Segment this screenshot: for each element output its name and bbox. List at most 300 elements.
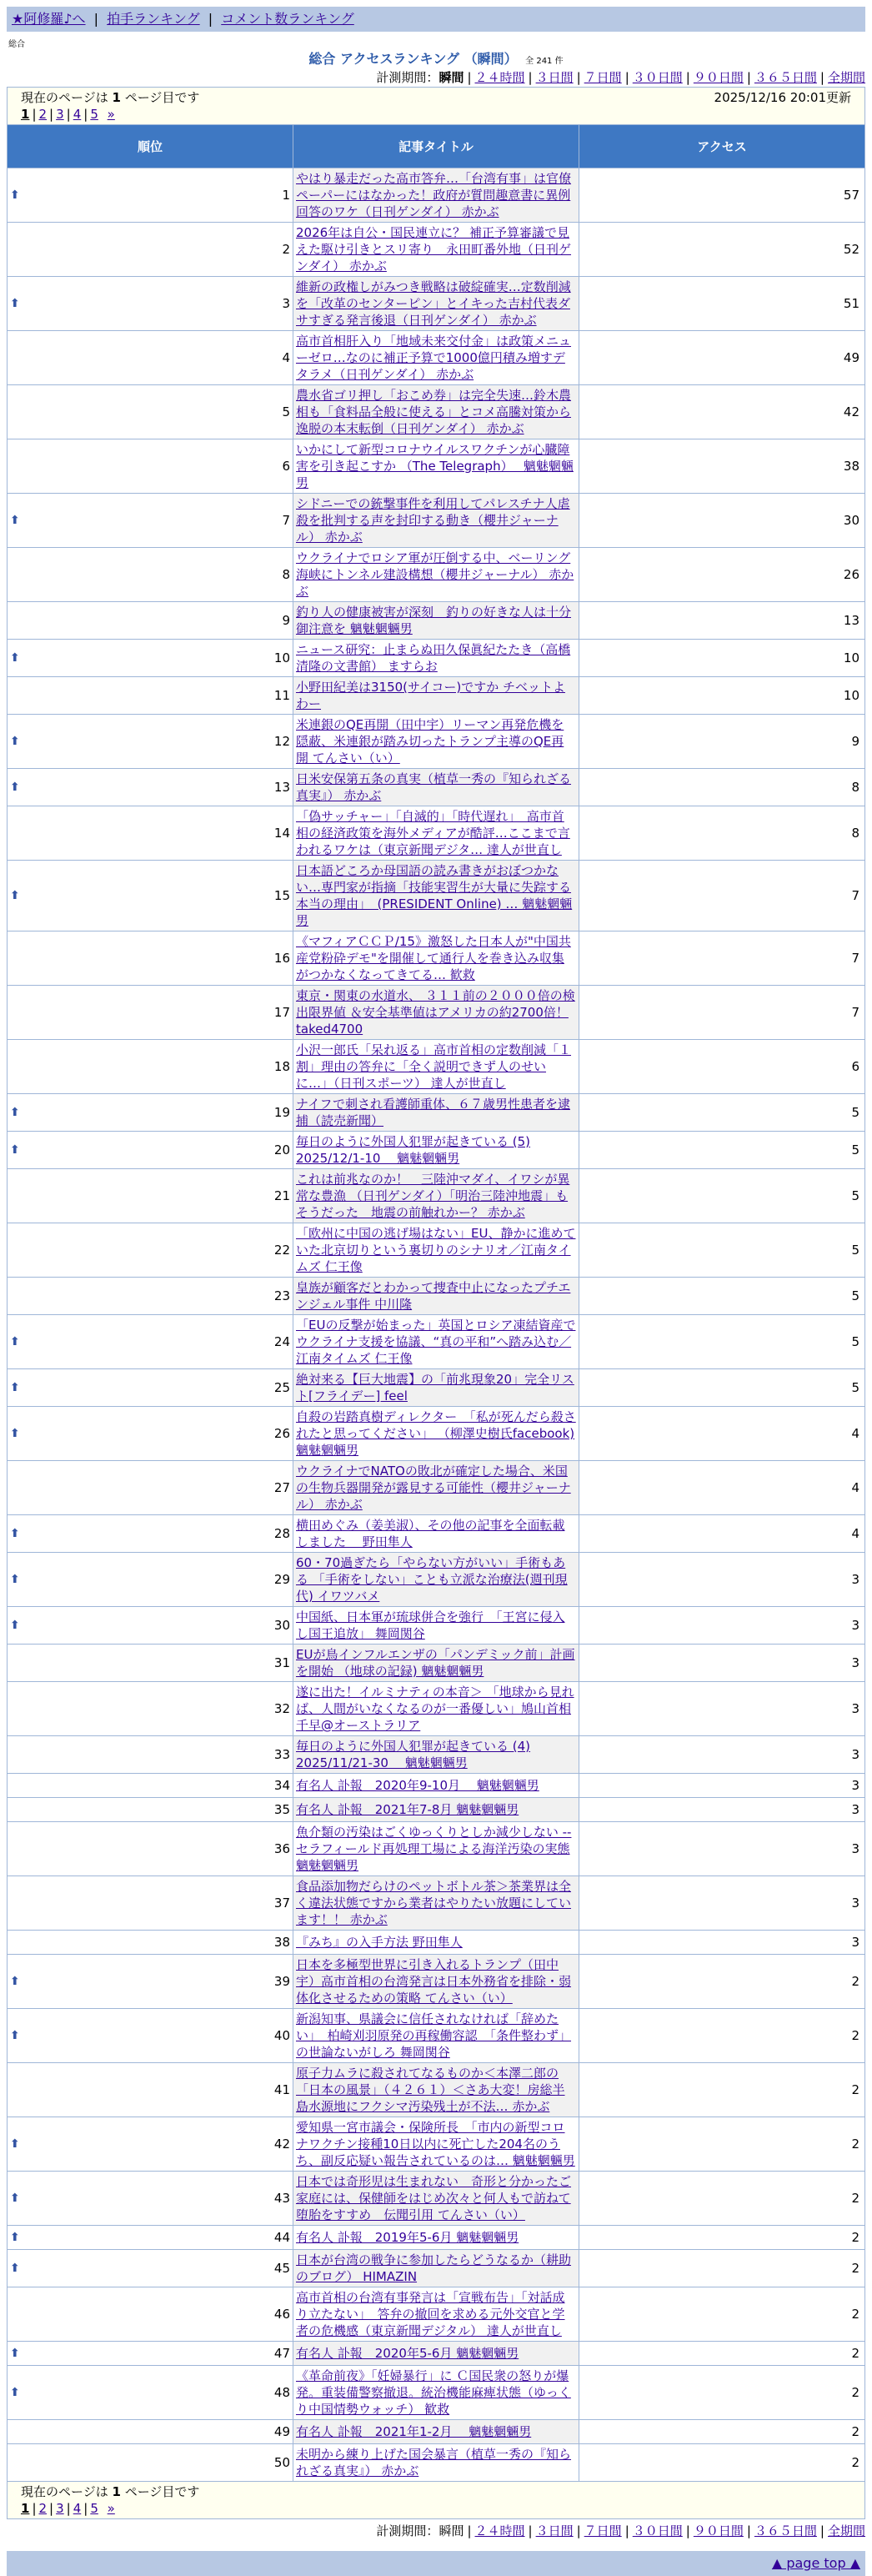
top-period-option-3[interactable]: ３０日間 bbox=[632, 70, 683, 85]
article-link[interactable]: これは前兆なのか！ 三陸沖マダイ、イワシが異常な豊漁 （日刊ゲンダイ）「明治三陸沖地震」もそうだった 地震の前触れかー？ 赤かぶ bbox=[296, 1172, 570, 1220]
table-row bbox=[8, 494, 865, 548]
page-info-prefix: 現在のページは bbox=[21, 2484, 113, 2499]
separator: | bbox=[467, 70, 472, 85]
title-cell bbox=[293, 1461, 579, 1515]
separator: | bbox=[624, 70, 629, 85]
rank-cell bbox=[8, 1515, 293, 1553]
title-cell bbox=[293, 1553, 579, 1607]
rank-cell bbox=[8, 1040, 293, 1094]
article-link[interactable]: 農水省ゴリ押し「おこめ券」は完全失速…鈴木農相も「食料品全般に使える」とコメ高騰対策から逸脱の本末転倒（日刊ゲンダイ） 赤かぶ bbox=[296, 388, 572, 436]
article-link[interactable]: 毎日のように外国人犯罪が起きている (4) 2025/11/21-30 魑魅魍魎男 bbox=[296, 1739, 531, 1770]
article-link[interactable]: 2026年は自公・国民連立に？ 補正予算審議で見えた駆け引きとスリ寄り 永田町番外地（日刊ゲンダイ） 赤かぶ bbox=[296, 225, 572, 274]
up-arrow-icon: ⬆ bbox=[10, 2192, 20, 2205]
rank-cell bbox=[8, 1169, 293, 1223]
rank-number: 35 bbox=[273, 1802, 290, 1817]
top-period-option-4[interactable]: ９０日間 bbox=[693, 70, 744, 85]
article-link[interactable]: 絶対来る【巨大地震】の「前兆現象20」完全リスト[フライデー] feel bbox=[296, 1372, 574, 1403]
up-arrow-icon: ⬆ bbox=[10, 1975, 20, 1988]
table-row bbox=[8, 1315, 865, 1369]
separator: | bbox=[819, 2523, 824, 2538]
rank-number: 19 bbox=[273, 1105, 290, 1120]
article-link[interactable]: ウクライナでロシア軍が圧倒する中、ベーリング海峡にトンネル建設構想（櫻井ジャーナル） 赤かぶ bbox=[296, 550, 574, 599]
bottom-period-option-2[interactable]: ７日間 bbox=[584, 2523, 622, 2538]
table-row bbox=[8, 2342, 865, 2366]
separator: | bbox=[576, 2523, 581, 2538]
table-row bbox=[8, 1645, 865, 1682]
title-cell bbox=[293, 168, 579, 223]
table-row bbox=[8, 223, 865, 277]
article-link[interactable]: 未明から練り上げた国会暴言（植草一秀の『知られざる真実』） 赤かぶ bbox=[296, 2447, 572, 2478]
rank-number: 3 bbox=[282, 296, 290, 311]
article-link[interactable]: 日本では奇形児は生まれない 奇形と分かったご家庭には、保健師をはじめ次々と何人もで訪ねて堕胎をすすめ 伝聞引用 てんさい（い） bbox=[296, 2174, 572, 2222]
rank-number: 39 bbox=[273, 1974, 290, 1989]
top-period-option-2[interactable]: ７日間 bbox=[584, 70, 622, 85]
article-link[interactable]: ナイフで刺され看護師重体、６７歳男性患者を逮捕（読売新聞） bbox=[296, 1097, 570, 1128]
article-link[interactable]: 自殺の岩踏真樹ディレクター 「私が死んだら殺されたと思ってください」 （柳澤史樹氏facebook) 魑魅魍魎男 bbox=[296, 1409, 576, 1458]
article-link[interactable]: 有名人 訃報 2020年5-6月 魑魅魍魎男 bbox=[296, 2346, 519, 2361]
article-link[interactable]: 横田めぐみ（姜美淑）、その他の記事を全面転載しました 野田隼人 bbox=[296, 1518, 565, 1549]
title-cell bbox=[293, 2342, 579, 2366]
title-cell bbox=[293, 1876, 579, 1931]
rank-number: 24 bbox=[273, 1334, 290, 1349]
next-page-link[interactable]: » bbox=[107, 2501, 115, 2516]
article-link[interactable]: 米連銀のQE再開（田中宇）リーマン再発危機を隠蔽、米連銀が踏み切ったトランプ主導のQE再開 てんさい（い） bbox=[296, 717, 564, 766]
article-link[interactable]: 小沢一郎氏「呆れ返る」高市首相の定数削減「１割」理由の答弁に「全く説明できず人のせいに…」（日刊スポーツ） 達人が世直し bbox=[296, 1042, 572, 1091]
bottom-page-links bbox=[21, 2500, 851, 2517]
access-count: 2 bbox=[579, 2250, 865, 2287]
up-arrow-icon: ⬆ bbox=[10, 1143, 20, 1157]
access-count: 3 bbox=[579, 1931, 865, 1955]
top-page-info bbox=[21, 89, 199, 106]
access-count: 4 bbox=[579, 1461, 865, 1515]
rank-cell bbox=[8, 223, 293, 277]
title-cell bbox=[293, 931, 579, 986]
rank-number: 28 bbox=[273, 1526, 290, 1541]
bottom-period-option-4[interactable]: ９０日間 bbox=[693, 2523, 744, 2538]
up-arrow-icon: ⬆ bbox=[10, 297, 20, 310]
title-cell bbox=[293, 1407, 579, 1461]
rank-cell bbox=[8, 1278, 293, 1315]
up-arrow-icon: ⬆ bbox=[10, 2137, 20, 2151]
separator: | bbox=[528, 2523, 533, 2538]
bottom-period-option-6[interactable]: 全期間 bbox=[827, 2523, 865, 2538]
article-link[interactable]: 小野田紀美は3150(サイコー)ですか チベットよわー bbox=[296, 680, 565, 711]
separator: | bbox=[624, 2523, 629, 2538]
article-link[interactable]: 《マフィアＣＣＰ/15》激怒した日本人が"中国共産党粉砕デモ"を開催して通行人を巻き込み収集がつかなくなってきてる… 歓救 bbox=[296, 934, 571, 982]
table-row bbox=[8, 1169, 865, 1223]
rank-cell bbox=[8, 2287, 293, 2342]
article-link[interactable]: 新潟知事、県議会に信任されなければ「辞めたい」 柏崎刈羽原発の再稼働容認 「条件整わず」の世論ないがしろ 舞岡関谷 bbox=[296, 2011, 572, 2060]
table-row bbox=[8, 2420, 865, 2444]
article-link[interactable]: 有名人 訃報 2019年5-6月 魑魅魍魎男 bbox=[296, 2230, 519, 2245]
rank-number: 37 bbox=[273, 1896, 290, 1911]
access-count: 9 bbox=[579, 715, 865, 769]
rank-cell bbox=[8, 385, 293, 439]
article-link[interactable]: 釣り人の健康被害が深刻 釣りの好きな人は十分御注意を 魑魅魍魎男 bbox=[296, 605, 572, 636]
article-link[interactable]: 遂に出た！イルミナティの本音＞ 「地球から見れば、人間がいなくなるのが一番優しい」鳩山首相 千早@オーストラリア bbox=[296, 1685, 574, 1733]
separator: | bbox=[32, 107, 37, 122]
article-link[interactable]: 「EUの反撃が始まった」英国とロシア凍結資産でウクライナ支援を協議、“真の平和”へ踏み込む／江南タイムズ 仁王像 bbox=[296, 1318, 576, 1366]
title-cell bbox=[293, 1223, 579, 1278]
rank-number: 50 bbox=[273, 2455, 290, 2470]
top-period-option-0[interactable]: ２４時間 bbox=[474, 70, 525, 85]
access-count: 2 bbox=[579, 2444, 865, 2482]
page-top-link[interactable]: ▲ page top ▲ bbox=[771, 2555, 860, 2571]
article-link[interactable]: 高市首相の台湾有事発言は「宣戦布告」「対話成り立たない」 答弁の撤回を求める元外交官と学者の危機感（東京新聞デジタル） 達人が世直し bbox=[296, 2290, 565, 2338]
title-cell bbox=[293, 223, 579, 277]
rank-cell bbox=[8, 2009, 293, 2063]
table-row bbox=[8, 1955, 865, 2009]
title-cell bbox=[293, 861, 579, 931]
table-row bbox=[8, 1407, 865, 1461]
link-asyura-home[interactable]: ★阿修羅♪へ bbox=[12, 11, 86, 27]
article-link[interactable]: いかにして新型コロナウイルスワクチンが心臓障害を引き起こすか （The Telegraph） 魑魅魍魎男 bbox=[296, 442, 574, 490]
rank-cell bbox=[8, 1955, 293, 2009]
top-period-option-1[interactable]: ３日間 bbox=[535, 70, 574, 85]
title-cell bbox=[293, 602, 579, 640]
article-link[interactable]: 《革命前夜》「妊婦暴行」に Ｃ国民衆の怒りが爆発。重装備警察撤退。統治機能麻痺状態（ゆっくり中国情勢ウォッチ） 歓救 bbox=[296, 2368, 571, 2417]
title-cell bbox=[293, 2287, 579, 2342]
top-nav-bar bbox=[7, 7, 865, 32]
separator: | bbox=[208, 11, 213, 27]
article-link[interactable]: 皇族が顧客だとわかって捜査中止になったプチエンジェル事件 中川隆 bbox=[296, 1280, 571, 1312]
rank-cell bbox=[8, 2250, 293, 2287]
article-link[interactable]: 日米安保第五条の真実（植草一秀の『知られざる真実』） 赤かぶ bbox=[296, 771, 572, 803]
rank-cell bbox=[8, 986, 293, 1040]
title-cell bbox=[293, 2420, 579, 2444]
up-arrow-icon: ⬆ bbox=[10, 2386, 20, 2399]
rank-number: 6 bbox=[282, 459, 290, 474]
rank-cell bbox=[8, 2172, 293, 2226]
page-link-2[interactable]: 2 bbox=[38, 107, 48, 122]
rank-number: 31 bbox=[273, 1655, 290, 1670]
table-row bbox=[8, 2366, 865, 2420]
table-row bbox=[8, 2287, 865, 2342]
article-link[interactable]: ニュース研究：止まらぬ田久保眞紀たたき（高橋清隆の文書館） ますらお bbox=[296, 642, 571, 674]
article-link[interactable]: 日本を多極型世界に引き入れるトランプ（田中宇）高市首相の台湾発言は日本外務省を排除・弱体化させるための策略 てんさい（い） bbox=[296, 1957, 572, 2006]
access-count: 2 bbox=[579, 2420, 865, 2444]
access-count: 4 bbox=[579, 1407, 865, 1461]
rank-cell bbox=[8, 1223, 293, 1278]
article-link[interactable]: 「偽サッチャー」「自滅的」「時代遅れ」 高市首相の経済政策を海外メディアが酷評…ここまで言われるワケは（東京新聞デジタ… 達人が世直し bbox=[296, 809, 570, 857]
access-count: 38 bbox=[579, 439, 865, 494]
title-cell bbox=[293, 2172, 579, 2226]
table-row bbox=[8, 1278, 865, 1315]
rank-number: 38 bbox=[273, 1935, 290, 1950]
bottom-page-info bbox=[21, 2483, 199, 2500]
title-cell bbox=[293, 1645, 579, 1682]
rank-cell bbox=[8, 931, 293, 986]
page-link-4[interactable]: 4 bbox=[73, 107, 82, 122]
rank-cell bbox=[8, 494, 293, 548]
rank-cell bbox=[8, 806, 293, 861]
page-link-3[interactable]: 3 bbox=[56, 2501, 64, 2516]
page-info-suffix: ページ目です bbox=[120, 2484, 200, 2499]
header-title: 記事タイトル bbox=[293, 125, 579, 168]
period-selector-bottom bbox=[7, 2521, 865, 2541]
rank-number: 44 bbox=[273, 2230, 290, 2245]
access-count: 5 bbox=[579, 1223, 865, 1278]
table-row bbox=[8, 331, 865, 385]
title-cell bbox=[293, 1736, 579, 1774]
title-cell bbox=[293, 331, 579, 385]
rank-cell bbox=[8, 277, 293, 331]
table-row bbox=[8, 1822, 865, 1876]
rank-cell bbox=[8, 1461, 293, 1515]
up-arrow-icon: ⬆ bbox=[10, 1619, 20, 1632]
access-count: 5 bbox=[579, 1369, 865, 1407]
table-row bbox=[8, 1876, 865, 1931]
page-link-3[interactable]: 3 bbox=[56, 107, 64, 122]
rank-cell bbox=[8, 1736, 293, 1774]
title-cell bbox=[293, 677, 579, 715]
article-link[interactable]: 日本語どころか母国語の読み書きがおぼつかない…専門家が指摘「技能実習生が大量に失踪する本当の理由」 (PRESIDENT Online) … 魑魅魍魎男 bbox=[296, 863, 573, 928]
table-row bbox=[8, 1461, 865, 1515]
access-count: 2 bbox=[579, 2117, 865, 2172]
bottom-period-current: 瞬間 bbox=[439, 2523, 464, 2538]
article-link[interactable]: 有名人 訃報 2020年9-10月 魑魅魍魎男 bbox=[296, 1778, 539, 1793]
table-row bbox=[8, 769, 865, 806]
table-row bbox=[8, 2117, 865, 2172]
article-link[interactable]: 高市首相肝入り「地域未来交付金」は政策メニューゼロ…なのに補正予算で1000億円積み増すデタラメ（日刊ゲンダイ） 赤かぶ bbox=[296, 334, 572, 382]
rank-number: 42 bbox=[273, 2137, 290, 2152]
access-count: 2 bbox=[579, 2009, 865, 2063]
up-arrow-icon: ⬆ bbox=[10, 651, 20, 665]
table-row bbox=[8, 931, 865, 986]
table-row bbox=[8, 1931, 865, 1955]
page-info-suffix: ページ目です bbox=[120, 90, 200, 105]
link-comment-ranking[interactable]: コメント数ランキング bbox=[221, 11, 354, 27]
title-cell bbox=[293, 1931, 579, 1955]
table-row bbox=[8, 715, 865, 769]
rank-number: 8 bbox=[282, 567, 290, 582]
up-arrow-icon: ⬆ bbox=[10, 889, 20, 902]
up-arrow-icon: ⬆ bbox=[10, 2029, 20, 2042]
title-cell bbox=[293, 2117, 579, 2172]
title-cell bbox=[293, 1798, 579, 1822]
period-selector bbox=[7, 68, 865, 87]
up-arrow-icon: ⬆ bbox=[10, 2262, 20, 2275]
rank-number: 13 bbox=[273, 780, 290, 795]
page-link-4[interactable]: 4 bbox=[73, 2501, 82, 2516]
spacer bbox=[101, 107, 105, 122]
rank-number: 29 bbox=[273, 1572, 290, 1587]
rank-number: 40 bbox=[273, 2028, 290, 2043]
rank-cell bbox=[8, 1798, 293, 1822]
table-row bbox=[8, 1369, 865, 1407]
rank-cell bbox=[8, 1553, 293, 1607]
title-cell bbox=[293, 1682, 579, 1736]
title-cell bbox=[293, 806, 579, 861]
page-link-2[interactable]: 2 bbox=[38, 2501, 48, 2516]
access-count: 3 bbox=[579, 1798, 865, 1822]
title-cell bbox=[293, 986, 579, 1040]
article-link[interactable]: 有名人 訃報 2021年1-2月 魑魅魍魎男 bbox=[296, 2424, 532, 2439]
separator: | bbox=[49, 107, 54, 122]
title-cell bbox=[293, 1955, 579, 2009]
title-cell bbox=[293, 1169, 579, 1223]
access-count: 49 bbox=[579, 331, 865, 385]
access-count: 3 bbox=[579, 1553, 865, 1607]
access-count: 3 bbox=[579, 1774, 865, 1798]
rank-number: 45 bbox=[273, 2261, 290, 2276]
top-page-links bbox=[21, 106, 851, 123]
rank-cell bbox=[8, 2444, 293, 2482]
table-row bbox=[8, 806, 865, 861]
table-row bbox=[8, 1682, 865, 1736]
bottom-period-option-0[interactable]: ２４時間 bbox=[474, 2523, 525, 2538]
rank-number: 47 bbox=[273, 2346, 290, 2361]
bottom-period-option-5[interactable]: ３６５日間 bbox=[754, 2523, 817, 2538]
article-link[interactable]: 東京・関東の水道水、 ３１１前の２０００倍の検出限界値 ＆安全基準値はアメリカの約2700倍！ taked4700 bbox=[296, 988, 575, 1037]
article-link[interactable]: 原子力ムラに殺されてなるものか＜本澤二郎の「日本の風景」（４２６１）＜さあ大変！房総半島水源地にフクシマ汚染残土が不法… 赤かぶ bbox=[296, 2066, 565, 2114]
table-row bbox=[8, 2009, 865, 2063]
top-period-option-5[interactable]: ３６５日間 bbox=[754, 70, 817, 85]
up-arrow-icon: ⬆ bbox=[10, 735, 20, 748]
header-rank: 順位 bbox=[8, 125, 293, 168]
table-row bbox=[8, 677, 865, 715]
up-arrow-icon: ⬆ bbox=[10, 1527, 20, 1540]
title-cell bbox=[293, 494, 579, 548]
article-link[interactable]: 日本が台湾の戦争に参加したらどうなるか（耕助のブログ） HIMAZIN bbox=[296, 2252, 572, 2284]
rank-cell bbox=[8, 677, 293, 715]
rank-number: 41 bbox=[273, 2082, 290, 2097]
article-link[interactable]: EUが鳥インフルエンザの「パンデミック前」計画を開始 （地球の記録) 魑魅魍魎男 bbox=[296, 1647, 575, 1679]
article-link[interactable]: やはり暴走だった高市答弁…「台湾有事」は官僚ペーパーにはなかった！政府が質問趣意書に異例回答のワケ（日刊ゲンダイ） 赤かぶ bbox=[296, 171, 572, 219]
title-cell bbox=[293, 1369, 579, 1407]
separator: | bbox=[467, 2523, 472, 2538]
table-row bbox=[8, 168, 865, 223]
total-count: 全 241 件 bbox=[525, 57, 564, 66]
rank-cell bbox=[8, 2226, 293, 2250]
access-count: 2 bbox=[579, 1955, 865, 2009]
title-cell bbox=[293, 2009, 579, 2063]
rank-number: 36 bbox=[273, 1841, 290, 1856]
rank-number: 21 bbox=[273, 1188, 290, 1203]
table-row bbox=[8, 1774, 865, 1798]
table-row bbox=[8, 602, 865, 640]
page-link-5[interactable]: 5 bbox=[90, 2501, 98, 2516]
title-cell bbox=[293, 1774, 579, 1798]
rank-number: 48 bbox=[273, 2385, 290, 2400]
separator: | bbox=[83, 2501, 88, 2516]
table-row bbox=[8, 439, 865, 494]
title-cell bbox=[293, 1094, 579, 1132]
separator: | bbox=[66, 107, 71, 122]
access-count: 5 bbox=[579, 1169, 865, 1223]
spacer bbox=[101, 2501, 105, 2516]
table-row bbox=[8, 548, 865, 602]
access-count: 5 bbox=[579, 1094, 865, 1132]
bottom-period-option-1[interactable]: ３日間 bbox=[535, 2523, 574, 2538]
table-row bbox=[8, 1736, 865, 1774]
up-arrow-icon: ⬆ bbox=[10, 1427, 20, 1440]
separator: | bbox=[49, 2501, 54, 2516]
separator: | bbox=[819, 70, 824, 85]
separator: | bbox=[746, 70, 751, 85]
title-cell bbox=[293, 2226, 579, 2250]
article-link[interactable]: 魚介類の汚染はごくゆっくりとしか減少しない -- セラフィールド再処理工場による海洋汚染の実態 魑魅魍魎男 bbox=[296, 1825, 572, 1873]
rank-cell bbox=[8, 1407, 293, 1461]
rank-number: 34 bbox=[273, 1778, 290, 1793]
title-cell bbox=[293, 2250, 579, 2287]
title-cell bbox=[293, 769, 579, 806]
title-cell bbox=[293, 1315, 579, 1369]
rank-cell bbox=[8, 1822, 293, 1876]
rank-number: 11 bbox=[273, 688, 290, 703]
rank-number: 5 bbox=[282, 404, 290, 419]
rank-cell bbox=[8, 1682, 293, 1736]
rank-number: 12 bbox=[273, 734, 290, 749]
article-link[interactable]: ウクライナでNATOの敗北が確定した場合、米国の生物兵器開発が露見する可能性（櫻井ジャーナル） 赤かぶ bbox=[296, 1464, 571, 1512]
page-info-number: 1 bbox=[112, 90, 121, 105]
pager-bottom bbox=[8, 2482, 865, 2519]
rank-number: 32 bbox=[273, 1701, 290, 1716]
rank-cell bbox=[8, 1876, 293, 1931]
rank-number: 16 bbox=[273, 951, 290, 966]
rank-cell bbox=[8, 1607, 293, 1645]
rank-cell bbox=[8, 1094, 293, 1132]
rank-number: 18 bbox=[273, 1059, 290, 1074]
article-link[interactable]: 「欧州に中国の逃げ場はない」EU、静かに進めていた北京切りという裏切りのシナリオ／江南タイムズ 仁王像 bbox=[296, 1226, 576, 1274]
rank-number: 2 bbox=[282, 242, 290, 257]
ranking-title: 総合 アクセスランキング （瞬間） bbox=[308, 51, 518, 67]
table-row bbox=[8, 2063, 865, 2117]
rank-number: 46 bbox=[273, 2307, 290, 2322]
rank-cell bbox=[8, 602, 293, 640]
article-link[interactable]: 60・70過ぎたら「やらない方がいい」手術もある 「手術をしない」ことも立派な治療法(週刊現代) イワツバメ bbox=[296, 1555, 568, 1604]
table-row bbox=[8, 1040, 865, 1094]
article-link[interactable]: 愛知県一宮市議会・保険所長 「市内の新型コロナワクチン接種10日以内に死亡した204名のうち、副反応疑い報告されているのは… 魑魅魍魎男 bbox=[296, 2120, 575, 2168]
rank-cell bbox=[8, 168, 293, 223]
access-count: 10 bbox=[579, 677, 865, 715]
access-count: 26 bbox=[579, 548, 865, 602]
table-row bbox=[8, 2172, 865, 2226]
article-link[interactable]: 中国紙、日本軍が琉球併合を強行 「王宮に侵入し国王追放」 舞岡関谷 bbox=[296, 1609, 565, 1641]
page-link-5[interactable]: 5 bbox=[90, 107, 98, 122]
access-count: 2 bbox=[579, 2287, 865, 2342]
title-cell bbox=[293, 2444, 579, 2482]
separator: | bbox=[576, 70, 581, 85]
access-count: 52 bbox=[579, 223, 865, 277]
access-count: 2 bbox=[579, 2342, 865, 2366]
table-row bbox=[8, 385, 865, 439]
rank-cell bbox=[8, 1132, 293, 1169]
table-row bbox=[8, 277, 865, 331]
separator: | bbox=[93, 11, 99, 27]
title-cell bbox=[293, 1515, 579, 1553]
next-page-link[interactable]: » bbox=[107, 107, 115, 122]
article-link[interactable]: 食品添加物だらけのペットボトル茶＞茶業界は全く違法状態ですから業者はやりたい放題にしています！！ 赤かぶ bbox=[296, 1879, 572, 1927]
pager-top bbox=[8, 88, 865, 125]
bottom-period-option-3[interactable]: ３０日間 bbox=[632, 2523, 683, 2538]
link-clap-ranking[interactable]: 拍手ランキング bbox=[107, 11, 200, 27]
title-cell bbox=[293, 1040, 579, 1094]
table-header-row bbox=[8, 125, 865, 168]
article-link[interactable]: シドニーでの銃撃事件を利用してパレスチナ人虐殺を批判する声を封印する動き（櫻井ジャーナル） 赤かぶ bbox=[296, 496, 570, 545]
article-link[interactable]: 維新の政権しがみつき戦略は破綻確実…定数削減を「改革のセンターピン」とイキった吉村代表ダサすぎる発言後退（日刊ゲンダイ） 赤かぶ bbox=[296, 279, 571, 328]
article-link[interactable]: 有名人 訃報 2021年7-8月 魑魅魍魎男 bbox=[296, 1802, 519, 1817]
rank-cell bbox=[8, 1931, 293, 1955]
top-period-option-6[interactable]: 全期間 bbox=[827, 70, 865, 85]
access-count: 13 bbox=[579, 602, 865, 640]
rank-number: 33 bbox=[273, 1747, 290, 1762]
article-link[interactable]: 『みち』の入手方法 野田隼人 bbox=[296, 1935, 463, 1950]
title-cell bbox=[293, 1822, 579, 1876]
rank-cell bbox=[8, 1645, 293, 1682]
title-cell bbox=[293, 2063, 579, 2117]
article-link[interactable]: 毎日のように外国人犯罪が起きている (5) 2025/12/1-10 魑魅魍魎男 bbox=[296, 1134, 531, 1166]
